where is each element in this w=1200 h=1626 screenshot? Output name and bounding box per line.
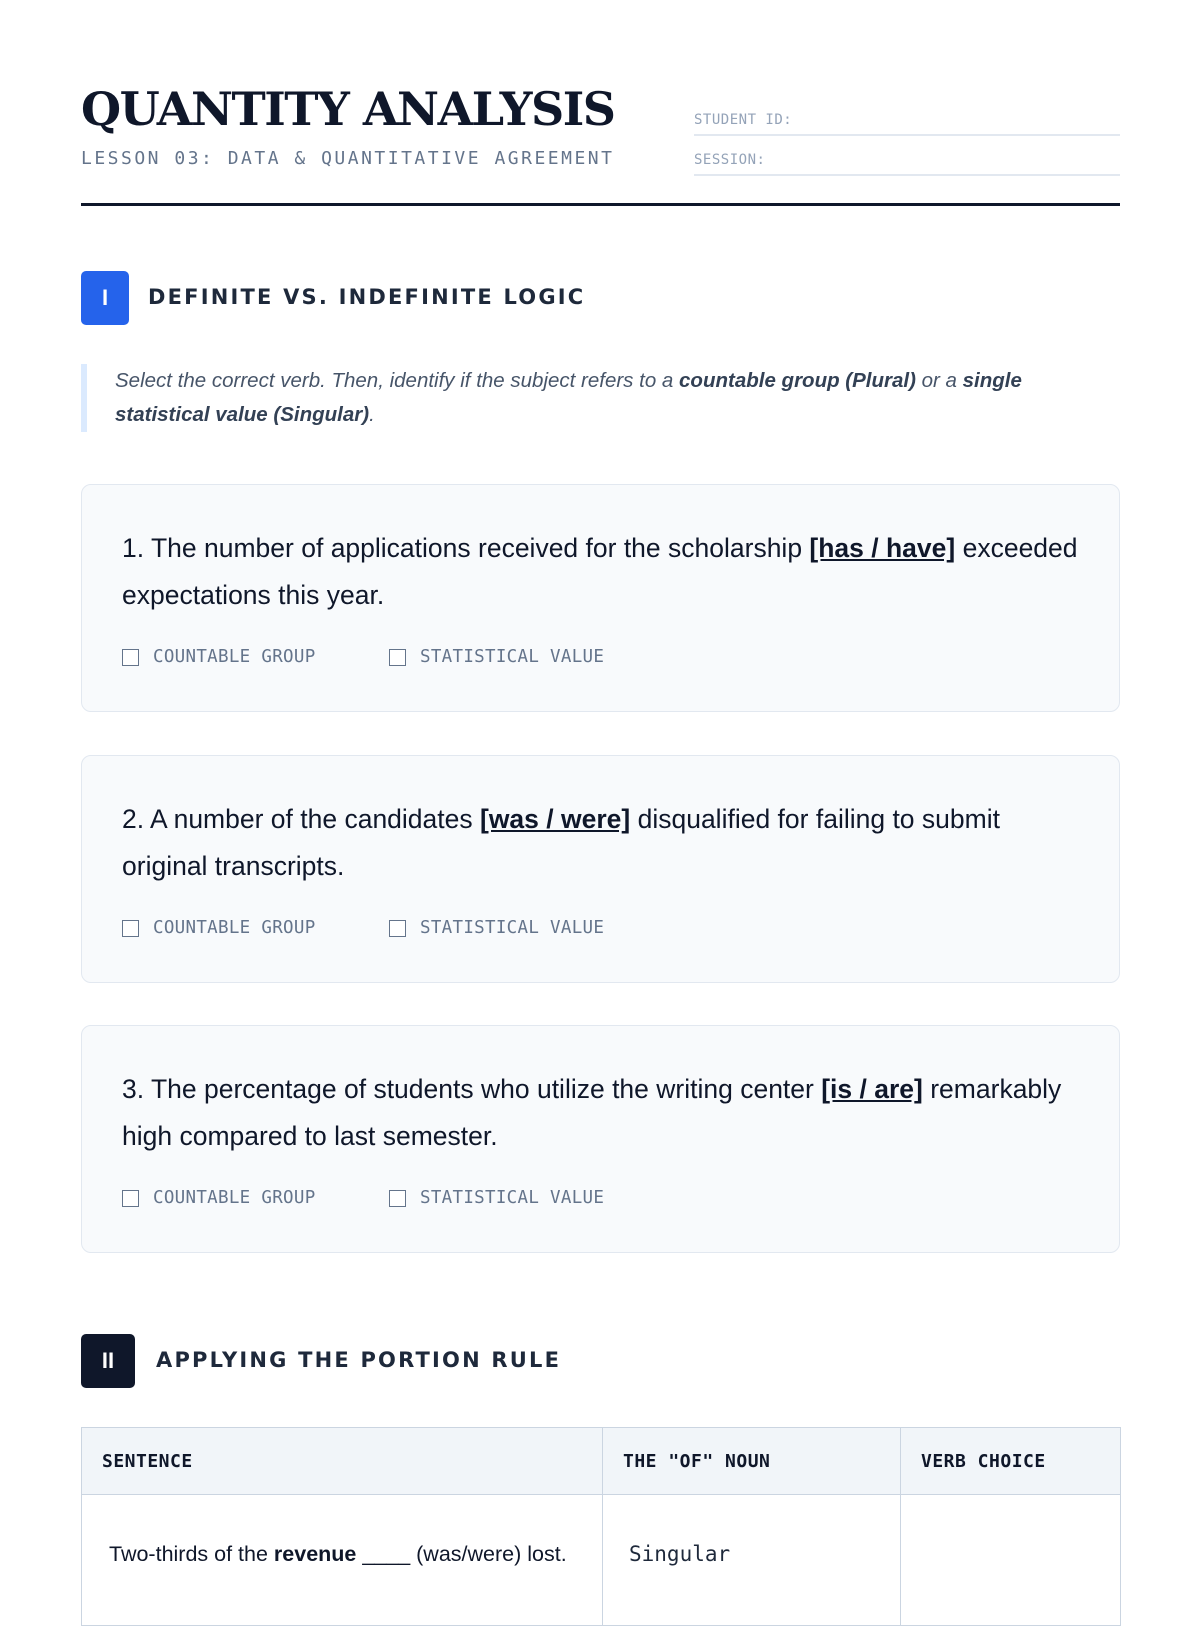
checkbox[interactable]: [122, 649, 139, 666]
option-label: COUNTABLE GROUP: [153, 918, 316, 938]
instructions-text: Select the correct verb. Then, identify if the subject refers to a: [115, 369, 680, 392]
question-1-verb-choice: [has / have]: [809, 533, 956, 563]
worksheet-header: [81, 78, 1120, 206]
column-header-verb-choice: VERB CHOICE: [901, 1428, 1121, 1495]
checkbox[interactable]: [122, 1190, 139, 1207]
table-row: [82, 1495, 1121, 1626]
question-1-text: [122, 525, 1082, 619]
sentence-key-noun: revenue: [273, 1542, 357, 1566]
question-3-text: [122, 1066, 1082, 1160]
sentence-cell: [82, 1495, 603, 1626]
question-3-ending: remarkably high compared to last semester.: [122, 1074, 1062, 1151]
student-id-label: STUDENT ID:: [694, 112, 793, 128]
question-2-option-countable[interactable]: [122, 916, 316, 940]
question-2-stem: 2. A number of the candidates: [122, 804, 480, 834]
session-label: SESSION:: [694, 152, 766, 168]
question-card-3: [81, 1025, 1120, 1253]
question-2-ending: disqualified for failing to submit original transcripts.: [122, 804, 1000, 881]
table-header-row: [82, 1428, 1121, 1495]
section-1-numeral: I: [81, 271, 129, 325]
option-label: COUNTABLE GROUP: [153, 1188, 316, 1208]
option-label: STATISTICAL VALUE: [420, 1188, 605, 1208]
option-label: COUNTABLE GROUP: [153, 647, 316, 667]
verb-choice-cell[interactable]: [901, 1495, 1121, 1626]
instructions-emphasis-singular: single statistical value (Singular): [115, 369, 1022, 426]
question-3-option-statistical[interactable]: [389, 1186, 604, 1210]
question-card-1: [81, 484, 1120, 712]
question-1-ending: exceeded expectations this year.: [122, 533, 1078, 610]
option-label: STATISTICAL VALUE: [420, 918, 605, 938]
student-id-field[interactable]: [694, 105, 1120, 136]
sentence-text: ____ (was/were) lost.: [356, 1542, 567, 1566]
question-2-verb-choice: [was / were]: [480, 804, 631, 834]
session-field[interactable]: [694, 145, 1120, 176]
page-title: QUANTITY ANALYSIS: [81, 82, 615, 136]
question-3-option-countable[interactable]: [122, 1186, 316, 1210]
checkbox[interactable]: [389, 649, 406, 666]
portion-rule-table: [81, 1427, 1120, 1626]
section-1-instructions: [81, 364, 1120, 432]
question-1-option-countable[interactable]: [122, 645, 316, 669]
sentence-text: Two-thirds of the: [109, 1542, 274, 1566]
option-label: STATISTICAL VALUE: [420, 647, 605, 667]
question-3-stem: 3. The percentage of students who utilize the writing center: [122, 1074, 822, 1104]
section-2-title: APPLYING THE PORTION RULE: [156, 1348, 562, 1372]
checkbox[interactable]: [389, 920, 406, 937]
checkbox[interactable]: [122, 920, 139, 937]
question-3-verb-choice: [is / are]: [821, 1074, 923, 1104]
instructions-text: .: [369, 403, 375, 426]
of-noun-cell: Singular: [603, 1495, 901, 1626]
section-1-title: DEFINITE VS. INDEFINITE LOGIC: [148, 285, 586, 309]
question-card-2: [81, 755, 1120, 983]
question-1-stem: 1. The number of applications received for the scholarship: [122, 533, 810, 563]
section-2-numeral: II: [81, 1334, 135, 1388]
question-1-option-statistical[interactable]: [389, 645, 604, 669]
instructions-text: or a: [915, 369, 963, 392]
question-2-text: [122, 796, 1082, 890]
column-header-sentence: SENTENCE: [82, 1428, 603, 1495]
question-2-option-statistical[interactable]: [389, 916, 604, 940]
instructions-emphasis-plural: countable group (Plural): [679, 369, 916, 392]
lesson-subtitle: LESSON 03: DATA & QUANTITATIVE AGREEMENT: [81, 148, 615, 169]
checkbox[interactable]: [389, 1190, 406, 1207]
column-header-of-noun: THE "OF" NOUN: [603, 1428, 901, 1495]
